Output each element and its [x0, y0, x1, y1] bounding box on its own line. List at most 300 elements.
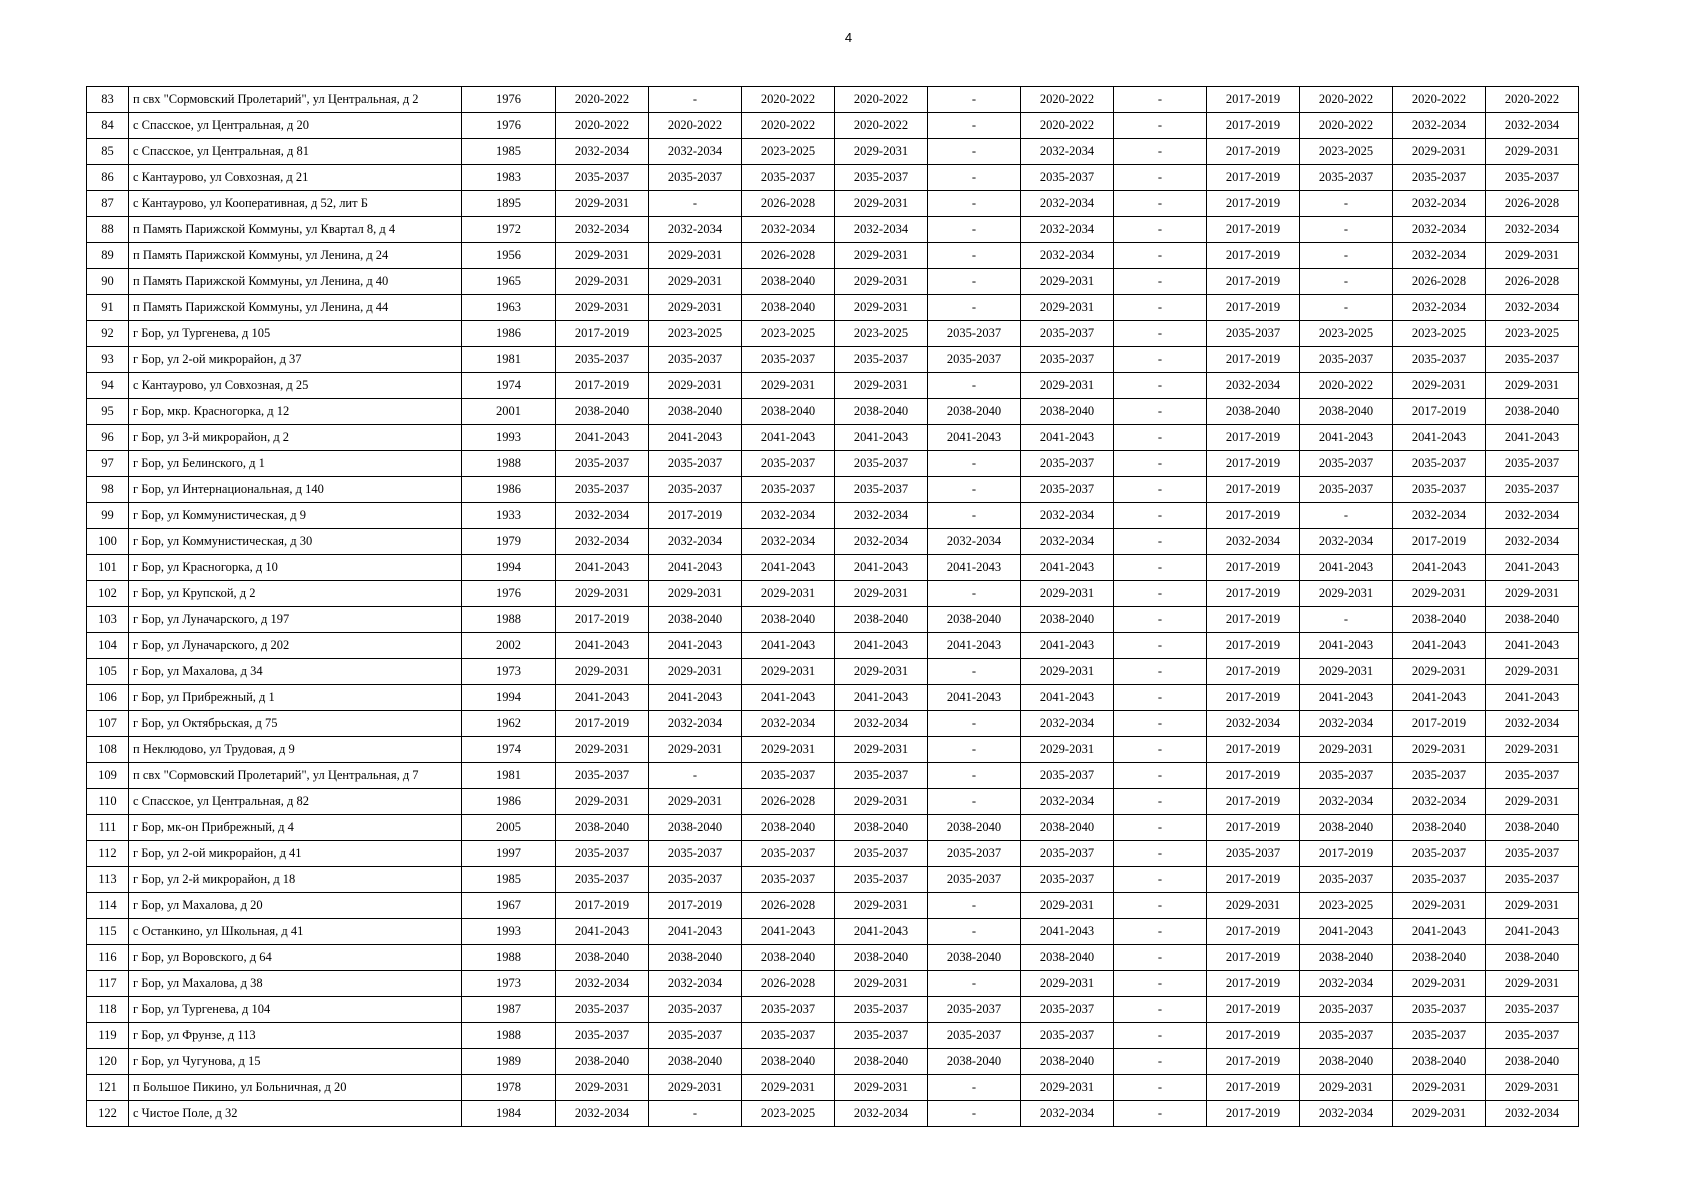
period-cell: 2032-2034 [1393, 295, 1486, 321]
period-cell: 2032-2034 [1021, 191, 1114, 217]
period-cell: - [1114, 893, 1207, 919]
address-cell: с Спасское, ул Центральная, д 20 [129, 113, 462, 139]
period-cell: 2035-2037 [1486, 867, 1579, 893]
period-cell: 2035-2037 [1393, 867, 1486, 893]
address-cell: г Бор, ул 2-ой микрорайон, д 41 [129, 841, 462, 867]
period-cell: 2038-2040 [835, 399, 928, 425]
address-cell: г Бор, ул Тургенева, д 104 [129, 997, 462, 1023]
period-cell: 2038-2040 [928, 1049, 1021, 1075]
table-row [87, 815, 1579, 841]
period-cell: 2038-2040 [649, 607, 742, 633]
period-cell: 2020-2022 [1300, 87, 1393, 113]
period-cell: 2035-2037 [928, 321, 1021, 347]
period-cell: - [1114, 217, 1207, 243]
period-cell: 2029-2031 [1486, 139, 1579, 165]
period-cell: 2032-2034 [649, 711, 742, 737]
row-number-cell: 98 [87, 477, 129, 503]
period-cell: 2017-2019 [1207, 113, 1300, 139]
period-cell: 2038-2040 [742, 945, 835, 971]
period-cell: 2035-2037 [1486, 451, 1579, 477]
table-row [87, 87, 1579, 113]
period-cell: 2020-2022 [556, 87, 649, 113]
table-row [87, 893, 1579, 919]
period-cell: 2032-2034 [1021, 139, 1114, 165]
period-cell: 2017-2019 [1300, 841, 1393, 867]
period-cell: 2029-2031 [556, 1075, 649, 1101]
period-cell: 2017-2019 [1207, 191, 1300, 217]
period-cell: 2017-2019 [649, 503, 742, 529]
period-cell: 2032-2034 [1300, 711, 1393, 737]
period-cell: - [1114, 503, 1207, 529]
period-cell: 2026-2028 [1486, 269, 1579, 295]
year-cell: 1994 [462, 555, 556, 581]
period-cell: 2035-2037 [1300, 1023, 1393, 1049]
period-cell: 2029-2031 [1486, 893, 1579, 919]
table-row [87, 763, 1579, 789]
period-cell: 2029-2031 [556, 295, 649, 321]
table-row [87, 711, 1579, 737]
period-cell: 2038-2040 [1300, 1049, 1393, 1075]
period-cell: 2017-2019 [1207, 477, 1300, 503]
year-cell: 1981 [462, 347, 556, 373]
year-cell: 1986 [462, 789, 556, 815]
period-cell: 2017-2019 [1207, 217, 1300, 243]
period-cell: 2017-2019 [1207, 1101, 1300, 1127]
table-row [87, 919, 1579, 945]
period-cell: 2032-2034 [649, 529, 742, 555]
period-cell: 2041-2043 [1486, 919, 1579, 945]
period-cell: 2038-2040 [1486, 815, 1579, 841]
table-row [87, 737, 1579, 763]
period-cell: 2032-2034 [1393, 243, 1486, 269]
period-cell: 2035-2037 [928, 997, 1021, 1023]
address-cell: с Спасское, ул Центральная, д 82 [129, 789, 462, 815]
year-cell: 1965 [462, 269, 556, 295]
period-cell: 2029-2031 [1393, 373, 1486, 399]
period-cell: 2041-2043 [742, 685, 835, 711]
period-cell: 2020-2022 [556, 113, 649, 139]
year-cell: 1979 [462, 529, 556, 555]
period-cell: - [1114, 789, 1207, 815]
table-row [87, 1101, 1579, 1127]
period-cell: - [1114, 997, 1207, 1023]
period-cell: - [1114, 1023, 1207, 1049]
period-cell: 2038-2040 [928, 607, 1021, 633]
period-cell: 2035-2037 [1486, 763, 1579, 789]
period-cell: 2041-2043 [1393, 425, 1486, 451]
period-cell: 2023-2025 [1393, 321, 1486, 347]
period-cell: 2041-2043 [1300, 555, 1393, 581]
period-cell: 2041-2043 [1393, 685, 1486, 711]
row-number-cell: 120 [87, 1049, 129, 1075]
table-row [87, 529, 1579, 555]
row-number-cell: 112 [87, 841, 129, 867]
period-cell: 2032-2034 [742, 529, 835, 555]
year-cell: 1984 [462, 1101, 556, 1127]
year-cell: 2002 [462, 633, 556, 659]
period-cell: 2038-2040 [1300, 815, 1393, 841]
period-cell: 2017-2019 [1207, 555, 1300, 581]
period-cell: 2035-2037 [556, 867, 649, 893]
period-cell: 2038-2040 [1021, 815, 1114, 841]
period-cell: 2017-2019 [1207, 737, 1300, 763]
year-cell: 1985 [462, 867, 556, 893]
table-row [87, 971, 1579, 997]
year-cell: 1997 [462, 841, 556, 867]
period-cell: - [928, 451, 1021, 477]
period-cell: 2038-2040 [649, 1049, 742, 1075]
period-cell: 2041-2043 [928, 685, 1021, 711]
year-cell: 1993 [462, 919, 556, 945]
period-cell: 2035-2037 [1393, 1023, 1486, 1049]
period-cell: 2017-2019 [1207, 685, 1300, 711]
period-cell: - [1114, 737, 1207, 763]
period-cell: 2035-2037 [1393, 477, 1486, 503]
period-cell: 2029-2031 [649, 737, 742, 763]
period-cell: 2035-2037 [1393, 841, 1486, 867]
period-cell: 2038-2040 [556, 1049, 649, 1075]
period-cell: - [1300, 243, 1393, 269]
period-cell: 2035-2037 [742, 165, 835, 191]
period-cell: 2035-2037 [928, 841, 1021, 867]
period-cell: 2029-2031 [1021, 373, 1114, 399]
period-cell: 2017-2019 [1207, 945, 1300, 971]
address-cell: г Бор, ул Коммунистическая, д 30 [129, 529, 462, 555]
period-cell: 2038-2040 [1021, 607, 1114, 633]
table-row [87, 321, 1579, 347]
address-cell: г Бор, ул Интернациональная, д 140 [129, 477, 462, 503]
row-number-cell: 102 [87, 581, 129, 607]
period-cell: 2029-2031 [835, 659, 928, 685]
period-cell: 2035-2037 [928, 347, 1021, 373]
period-cell: 2032-2034 [1393, 191, 1486, 217]
table-row [87, 841, 1579, 867]
period-cell: - [1300, 191, 1393, 217]
period-cell: 2038-2040 [1393, 815, 1486, 841]
period-cell: 2032-2034 [1393, 503, 1486, 529]
period-cell: 2035-2037 [742, 867, 835, 893]
period-cell: - [928, 87, 1021, 113]
period-cell: 2035-2037 [1021, 165, 1114, 191]
period-cell: - [928, 295, 1021, 321]
row-number-cell: 115 [87, 919, 129, 945]
year-cell: 2005 [462, 815, 556, 841]
period-cell: - [1300, 269, 1393, 295]
row-number-cell: 89 [87, 243, 129, 269]
year-cell: 1986 [462, 477, 556, 503]
period-cell: - [1114, 1049, 1207, 1075]
period-cell: 2029-2031 [1021, 269, 1114, 295]
period-cell: 2041-2043 [556, 555, 649, 581]
period-cell: 2038-2040 [1021, 399, 1114, 425]
period-cell: 2038-2040 [649, 815, 742, 841]
period-cell: 2041-2043 [1300, 919, 1393, 945]
period-cell: 2032-2034 [1393, 113, 1486, 139]
period-cell: - [1114, 87, 1207, 113]
table-row [87, 1049, 1579, 1075]
year-cell: 1962 [462, 711, 556, 737]
period-cell: - [1114, 321, 1207, 347]
period-cell: 2017-2019 [1207, 633, 1300, 659]
period-cell: 2032-2034 [1021, 1101, 1114, 1127]
period-cell: - [1114, 607, 1207, 633]
period-cell: 2041-2043 [1021, 633, 1114, 659]
row-number-cell: 119 [87, 1023, 129, 1049]
address-cell: г Бор, ул Коммунистическая, д 9 [129, 503, 462, 529]
year-cell: 1972 [462, 217, 556, 243]
period-cell: 2032-2034 [556, 217, 649, 243]
period-cell: 2023-2025 [1486, 321, 1579, 347]
period-cell: 2041-2043 [649, 633, 742, 659]
period-cell: 2017-2019 [649, 893, 742, 919]
year-cell: 1988 [462, 451, 556, 477]
address-cell: п Память Парижской Коммуны, ул Квартал 8, д 4 [129, 217, 462, 243]
period-cell: 2035-2037 [928, 867, 1021, 893]
year-cell: 1973 [462, 659, 556, 685]
period-cell: 2032-2034 [1393, 217, 1486, 243]
period-cell: 2041-2043 [835, 425, 928, 451]
period-cell: 2029-2031 [1021, 737, 1114, 763]
period-cell: 2035-2037 [649, 867, 742, 893]
period-cell: 2032-2034 [556, 1101, 649, 1127]
period-cell: 2026-2028 [742, 971, 835, 997]
period-cell: 2029-2031 [1393, 1101, 1486, 1127]
period-cell: - [1114, 555, 1207, 581]
period-cell: 2017-2019 [1207, 607, 1300, 633]
period-cell: 2020-2022 [1021, 113, 1114, 139]
period-cell: 2017-2019 [1207, 87, 1300, 113]
period-cell: 2029-2031 [649, 659, 742, 685]
period-cell: 2029-2031 [1021, 893, 1114, 919]
period-cell: 2041-2043 [1021, 555, 1114, 581]
period-cell: - [1114, 685, 1207, 711]
period-cell: 2029-2031 [649, 269, 742, 295]
table-row [87, 269, 1579, 295]
row-number-cell: 96 [87, 425, 129, 451]
period-cell: 2041-2043 [742, 555, 835, 581]
period-cell: 2035-2037 [1486, 477, 1579, 503]
table-row [87, 451, 1579, 477]
table-row [87, 295, 1579, 321]
table-row [87, 607, 1579, 633]
period-cell: 2038-2040 [649, 399, 742, 425]
period-cell: 2029-2031 [835, 191, 928, 217]
address-cell: г Бор, ул Воровского, д 64 [129, 945, 462, 971]
period-cell: - [1114, 347, 1207, 373]
period-cell: - [1114, 711, 1207, 737]
period-cell: 2032-2034 [1486, 503, 1579, 529]
table-row [87, 581, 1579, 607]
period-cell: 2017-2019 [1207, 139, 1300, 165]
period-cell: - [928, 243, 1021, 269]
row-number-cell: 95 [87, 399, 129, 425]
period-cell: 2035-2037 [1021, 763, 1114, 789]
period-cell: - [928, 503, 1021, 529]
period-cell: 2032-2034 [835, 217, 928, 243]
row-number-cell: 113 [87, 867, 129, 893]
period-cell: 2038-2040 [1486, 607, 1579, 633]
period-cell: 2035-2037 [742, 841, 835, 867]
period-cell: 2035-2037 [1300, 997, 1393, 1023]
period-cell: 2023-2025 [835, 321, 928, 347]
row-number-cell: 108 [87, 737, 129, 763]
table-row [87, 789, 1579, 815]
address-cell: г Бор, ул 2-ой микрорайон, д 37 [129, 347, 462, 373]
row-number-cell: 99 [87, 503, 129, 529]
period-cell: 2032-2034 [1021, 789, 1114, 815]
period-cell: 2029-2031 [1300, 1075, 1393, 1101]
period-cell: - [1114, 841, 1207, 867]
period-cell: 2032-2034 [835, 503, 928, 529]
period-cell: 2029-2031 [835, 139, 928, 165]
period-cell: 2017-2019 [1207, 1075, 1300, 1101]
year-cell: 1963 [462, 295, 556, 321]
period-cell: 2023-2025 [742, 321, 835, 347]
year-cell: 1988 [462, 607, 556, 633]
period-cell: 2032-2034 [1207, 711, 1300, 737]
period-cell: 2035-2037 [1393, 451, 1486, 477]
period-cell: - [1114, 633, 1207, 659]
address-cell: п свх "Сормовский Пролетарий", ул Центральная, д 7 [129, 763, 462, 789]
address-cell: г Бор, ул Крупской, д 2 [129, 581, 462, 607]
period-cell: 2035-2037 [742, 763, 835, 789]
period-cell: 2029-2031 [742, 737, 835, 763]
period-cell: 2038-2040 [1207, 399, 1300, 425]
period-cell: 2029-2031 [835, 373, 928, 399]
table-row [87, 1023, 1579, 1049]
period-cell: 2041-2043 [1393, 555, 1486, 581]
period-cell: 2035-2037 [1486, 165, 1579, 191]
table-row [87, 659, 1579, 685]
period-cell: - [649, 191, 742, 217]
period-cell: 2032-2034 [556, 503, 649, 529]
period-cell: - [928, 139, 1021, 165]
period-cell: 2029-2031 [556, 737, 649, 763]
period-cell: 2020-2022 [1300, 113, 1393, 139]
period-cell: 2035-2037 [556, 477, 649, 503]
period-cell: 2017-2019 [1207, 451, 1300, 477]
period-cell: 2041-2043 [1021, 919, 1114, 945]
period-cell: 2029-2031 [835, 295, 928, 321]
period-cell: 2038-2040 [1393, 1049, 1486, 1075]
period-cell: 2038-2040 [928, 815, 1021, 841]
row-number-cell: 93 [87, 347, 129, 373]
table-row [87, 633, 1579, 659]
period-cell: 2026-2028 [742, 789, 835, 815]
period-cell: 2038-2040 [835, 607, 928, 633]
period-cell: 2038-2040 [835, 945, 928, 971]
period-cell: - [1114, 1101, 1207, 1127]
period-cell: 2029-2031 [835, 1075, 928, 1101]
period-cell: 2038-2040 [1021, 945, 1114, 971]
row-number-cell: 86 [87, 165, 129, 191]
period-cell: 2038-2040 [928, 399, 1021, 425]
period-cell: 2041-2043 [1021, 425, 1114, 451]
schedule-table [86, 86, 1579, 1127]
period-cell: 2017-2019 [1207, 815, 1300, 841]
period-cell: 2041-2043 [928, 555, 1021, 581]
period-cell: - [928, 711, 1021, 737]
year-cell: 1956 [462, 243, 556, 269]
period-cell: 2038-2040 [1486, 945, 1579, 971]
address-cell: с Кантаурово, ул Кооперативная, д 52, лит Б [129, 191, 462, 217]
period-cell: 2017-2019 [1207, 503, 1300, 529]
table-row [87, 425, 1579, 451]
period-cell: 2017-2019 [1207, 425, 1300, 451]
table-row [87, 347, 1579, 373]
period-cell: 2038-2040 [742, 295, 835, 321]
period-cell: - [1114, 477, 1207, 503]
period-cell: 2035-2037 [649, 451, 742, 477]
period-cell: - [1114, 295, 1207, 321]
period-cell: 2038-2040 [649, 945, 742, 971]
period-cell: 2035-2037 [1393, 997, 1486, 1023]
row-number-cell: 88 [87, 217, 129, 243]
period-cell: 2038-2040 [742, 269, 835, 295]
period-cell: 2035-2037 [556, 763, 649, 789]
period-cell: 2035-2037 [649, 841, 742, 867]
period-cell: 2020-2022 [1486, 87, 1579, 113]
year-cell: 1895 [462, 191, 556, 217]
period-cell: 2035-2037 [835, 763, 928, 789]
row-number-cell: 106 [87, 685, 129, 711]
period-cell: 2035-2037 [835, 841, 928, 867]
period-cell: - [928, 477, 1021, 503]
address-cell: с Кантаурово, ул Совхозная, д 25 [129, 373, 462, 399]
period-cell: 2041-2043 [556, 633, 649, 659]
table-row [87, 503, 1579, 529]
period-cell: - [1300, 295, 1393, 321]
period-cell: 2017-2019 [1207, 1049, 1300, 1075]
address-cell: г Бор, ул 3-й микрорайон, д 2 [129, 425, 462, 451]
period-cell: 2041-2043 [649, 555, 742, 581]
period-cell: 2035-2037 [556, 451, 649, 477]
period-cell: 2017-2019 [556, 373, 649, 399]
row-number-cell: 105 [87, 659, 129, 685]
period-cell: 2029-2031 [1021, 659, 1114, 685]
period-cell: 2038-2040 [1393, 945, 1486, 971]
period-cell: 2032-2034 [1300, 971, 1393, 997]
row-number-cell: 109 [87, 763, 129, 789]
period-cell: 2026-2028 [1486, 191, 1579, 217]
period-cell: 2032-2034 [649, 139, 742, 165]
address-cell: с Кантаурово, ул Совхозная, д 21 [129, 165, 462, 191]
period-cell: 2020-2022 [742, 87, 835, 113]
period-cell: 2029-2031 [556, 789, 649, 815]
period-cell: 2041-2043 [649, 425, 742, 451]
period-cell: 2029-2031 [835, 893, 928, 919]
period-cell: - [1114, 451, 1207, 477]
address-cell: г Бор, ул Махалова, д 38 [129, 971, 462, 997]
period-cell: 2038-2040 [928, 945, 1021, 971]
period-cell: 2041-2043 [835, 685, 928, 711]
address-cell: г Бор, ул Луначарского, д 202 [129, 633, 462, 659]
address-cell: г Бор, мкр. Красногорка, д 12 [129, 399, 462, 425]
period-cell: - [1114, 139, 1207, 165]
period-cell: - [1114, 945, 1207, 971]
period-cell: 2017-2019 [1393, 399, 1486, 425]
row-number-cell: 121 [87, 1075, 129, 1101]
address-cell: г Бор, ул Фрунзе, д 113 [129, 1023, 462, 1049]
period-cell: 2032-2034 [1300, 529, 1393, 555]
period-cell: 2038-2040 [556, 399, 649, 425]
period-cell: 2017-2019 [1207, 867, 1300, 893]
address-cell: с Чистое Поле, д 32 [129, 1101, 462, 1127]
period-cell: 2038-2040 [742, 399, 835, 425]
period-cell: - [928, 1101, 1021, 1127]
period-cell: - [928, 581, 1021, 607]
period-cell: 2017-2019 [1207, 581, 1300, 607]
